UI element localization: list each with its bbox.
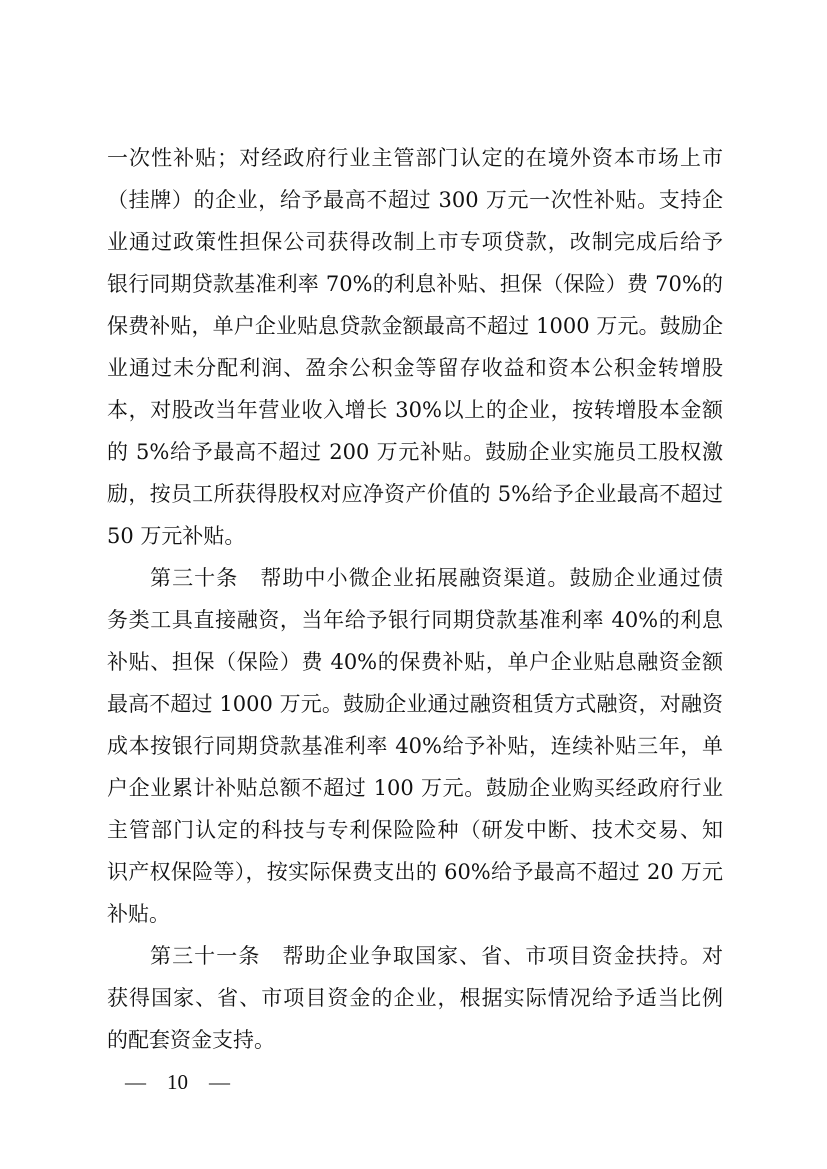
paragraph-2-line-4: 最高不超过 1000 万元。鼓励企业通过融资租赁方式融资，对融资 <box>107 692 723 716</box>
paragraph-2-line-8: 识产权保险等），按实际保费支出的 60%给予最高不超过 20 万元 <box>107 860 723 884</box>
paragraph-1-line-9: 励，按员工所获得股权对应净资产价值的 5%给予企业最高不超过 <box>107 482 723 506</box>
paragraph-2-line-7: 主管部门认定的科技与专利保险险种（研发中断、技术交易、知 <box>107 818 723 842</box>
paragraph-2-line-5: 成本按银行同期贷款基准利率 40%给予补贴，连续补贴三年，单 <box>107 734 723 758</box>
paragraph-2-line-6: 户企业累计补贴总额不超过 100 万元。鼓励企业购买经政府行业 <box>107 776 723 800</box>
paragraph-1-line-3: 业通过政策性担保公司获得改制上市专项贷款，改制完成后给予 <box>107 230 723 254</box>
paragraph-2-line-3: 补贴、担保（保险）费 40%的保费补贴，单户企业贴息融资金额 <box>107 650 723 674</box>
paragraph-1-line-6: 业通过未分配利润、盈余公积金等留存收益和资本公积金转增股 <box>107 356 723 380</box>
paragraph-1-line-7: 本，对股改当年营业收入增长 30%以上的企业，按转增股本金额 <box>107 398 723 422</box>
paragraph-1-line-10: 50 万元补贴。 <box>107 524 246 548</box>
paragraph-2-line-2: 务类工具直接融资，当年给予银行同期贷款基准利率 40%的利息 <box>107 608 723 632</box>
paragraph-3-line-3: 的配套资金支持。 <box>107 1028 275 1052</box>
paragraph-3-line-1: 第三十一条 帮助企业争取国家、省、市项目资金扶持。对 <box>150 944 723 968</box>
paragraph-2-line-1: 第三十条 帮助中小微企业拓展融资渠道。鼓励企业通过债 <box>150 566 723 590</box>
paragraph-1-line-8: 的 5%给予最高不超过 200 万元补贴。鼓励企业实施员工股权激 <box>107 440 723 464</box>
page-number: — 10 — <box>125 1070 230 1094</box>
paragraph-2-line-9: 补贴。 <box>107 902 170 926</box>
paragraph-1-line-5: 保费补贴，单户企业贴息贷款金额最高不超过 1000 万元。鼓励企 <box>107 314 723 338</box>
paragraph-1-line-4: 银行同期贷款基准利率 70%的利息补贴、担保（保险）费 70%的 <box>107 272 723 296</box>
paragraph-1-line-1: 一次性补贴；对经政府行业主管部门认定的在境外资本市场上市 <box>107 146 723 170</box>
paragraph-3-line-2: 获得国家、省、市项目资金的企业，根据实际情况给予适当比例 <box>107 986 723 1010</box>
paragraph-1-line-2: （挂牌）的企业，给予最高不超过 300 万元一次性补贴。支持企 <box>107 188 723 212</box>
